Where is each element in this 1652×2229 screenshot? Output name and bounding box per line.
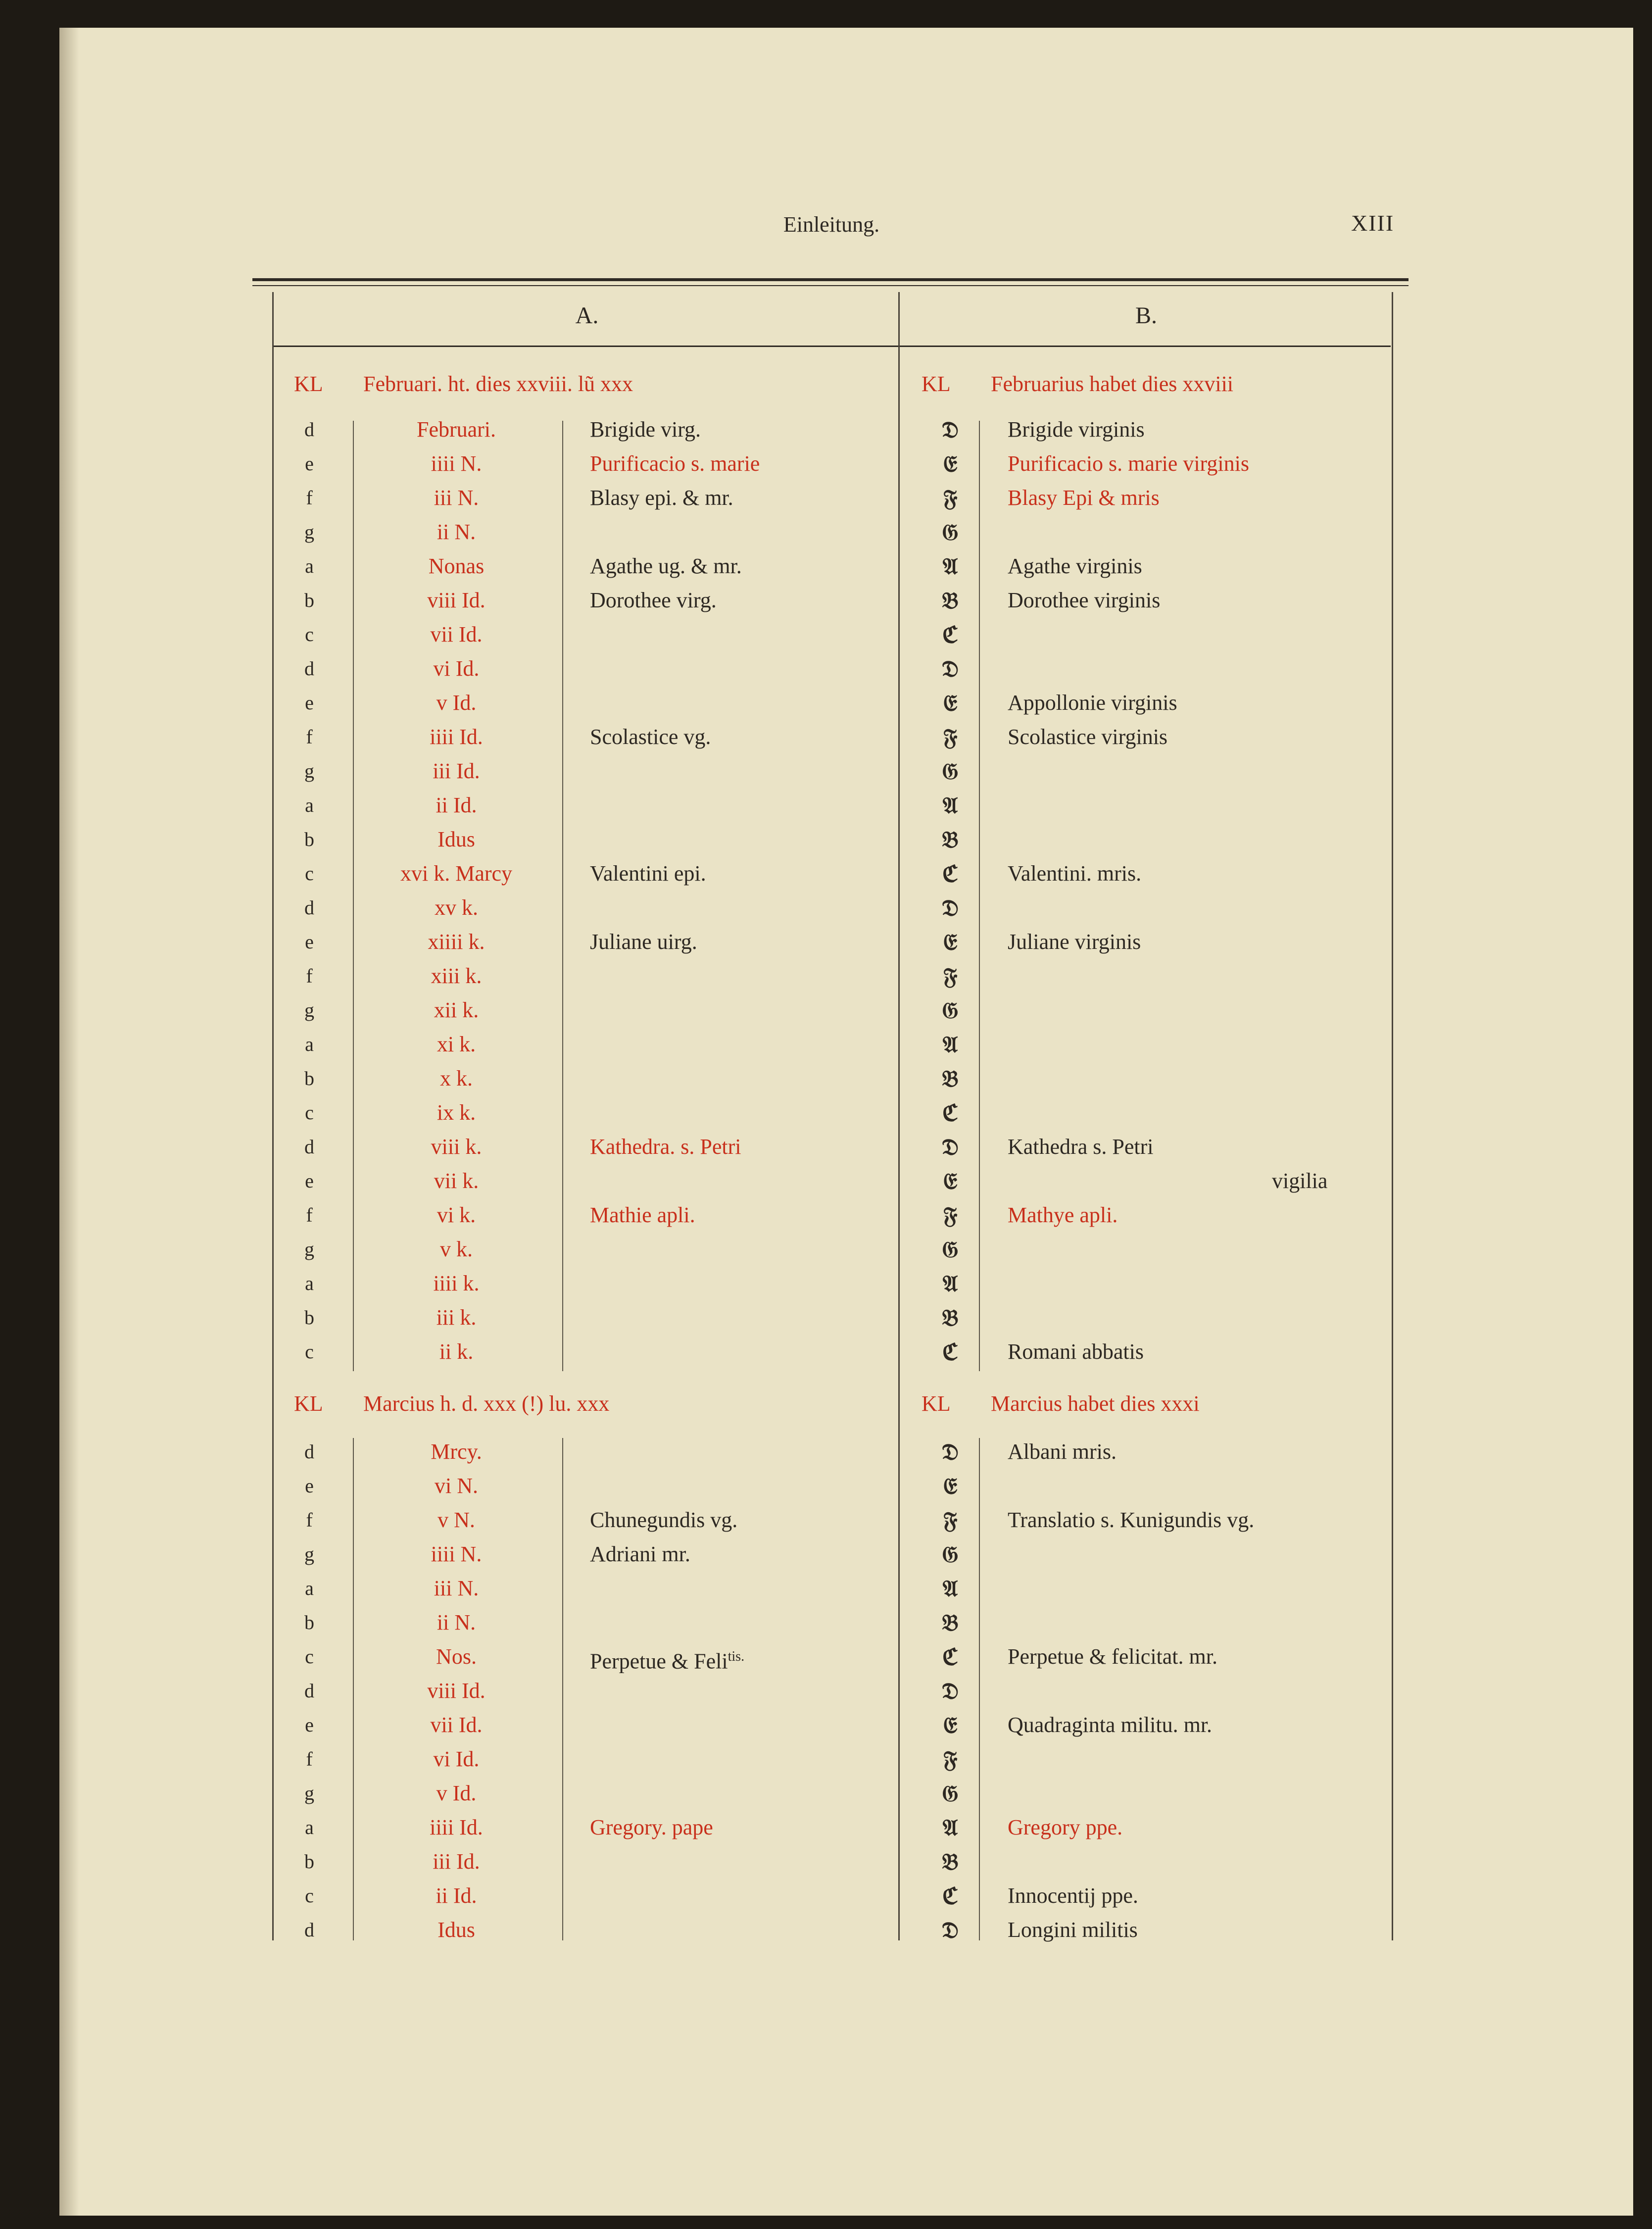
roman-date: xiiii k.	[428, 930, 485, 954]
dominical-letter: f	[306, 965, 313, 987]
mar-a-entries-rule	[562, 1438, 563, 1940]
roman-date: iiii Id.	[430, 1815, 483, 1839]
dominical-letter: c	[305, 1101, 314, 1124]
center-divider-rule	[898, 292, 900, 1940]
feast-a: Gregory. pape	[590, 1815, 713, 1839]
dominical-letter-blackletter: ℭ	[942, 1643, 959, 1670]
feast-b: Juliane virginis	[1008, 930, 1141, 954]
dominical-letter: b	[304, 828, 314, 850]
dominical-letter: a	[305, 1033, 314, 1055]
dominical-letter-blackletter: 𝔈	[943, 1473, 958, 1499]
dominical-letter-blackletter: ℭ	[942, 1882, 959, 1909]
left-frame-rule	[272, 292, 274, 1940]
feast-b: Quadraginta militu. mr.	[1008, 1713, 1213, 1737]
dominical-letter: e	[305, 1714, 314, 1736]
dominical-letter-blackletter: 𝔉	[943, 485, 958, 511]
dominical-letter-blackletter: 𝔄	[942, 792, 958, 819]
dominical-letter: c	[305, 1645, 314, 1668]
roman-date: xv k.	[435, 895, 478, 920]
roman-date: iiii N.	[431, 1542, 482, 1566]
feast-a: Mathie apli.	[590, 1203, 695, 1227]
dominical-letter: c	[305, 623, 314, 645]
roman-date: viii k.	[431, 1135, 482, 1159]
dominical-letter-blackletter: 𝔈	[943, 690, 958, 716]
dominical-letter-blackletter: 𝔅	[942, 587, 959, 614]
dominical-letter: g	[304, 1238, 314, 1260]
roman-date: Februari.	[416, 417, 496, 442]
feast-b: Blasy Epi & mris	[1008, 486, 1160, 510]
feast-a: Agathe ug. & mr.	[590, 554, 742, 578]
feast-b: Brigide virginis	[1008, 417, 1145, 442]
dominical-letter-blackletter: 𝔊	[942, 1780, 959, 1807]
dominical-letter: d	[304, 1440, 314, 1463]
dominical-letter-blackletter: 𝔇	[941, 655, 959, 682]
feast-a: Kathedra. s. Petri	[590, 1135, 741, 1159]
dominical-letter-blackletter: 𝔅	[942, 1609, 959, 1636]
dominical-letter: d	[304, 896, 314, 919]
feast-b: Gregory ppe.	[1008, 1815, 1123, 1839]
dominical-letter-blackletter: 𝔈	[943, 450, 958, 477]
dominical-letter: f	[306, 1748, 313, 1770]
roman-date: Nonas	[428, 554, 485, 578]
roman-date: v k.	[440, 1237, 473, 1261]
roman-date: vii k.	[434, 1169, 479, 1193]
column-heading-b: B.	[1135, 302, 1157, 329]
roman-date: v N.	[437, 1508, 475, 1532]
roman-date: ix k.	[437, 1100, 476, 1125]
right-frame-rule	[1392, 292, 1393, 1940]
dominical-letter-blackletter: ℭ	[942, 1338, 959, 1365]
feast-a-superscript: tis.	[728, 1649, 745, 1664]
dominical-letter-blackletter: 𝔄	[942, 1270, 958, 1297]
dominical-letter: b	[304, 589, 314, 611]
march-b-kl: KL	[922, 1391, 951, 1416]
dominical-letter: d	[304, 418, 314, 441]
roman-date: Nos.	[436, 1644, 477, 1669]
feast-b: Translatio s. Kunigundis vg.	[1008, 1508, 1255, 1532]
dominical-letter-blackletter: 𝔇	[941, 1917, 959, 1943]
roman-date: ii N.	[437, 520, 476, 544]
roman-date: x k.	[440, 1066, 473, 1090]
dominical-letter: g	[304, 1543, 314, 1565]
feast-b-note: vigilia	[1272, 1169, 1328, 1193]
feast-a: Scolastice vg.	[590, 725, 711, 749]
dominical-letter-blackletter: 𝔊	[942, 758, 959, 785]
feast-b: Perpetue & felicitat. mr.	[1008, 1644, 1217, 1669]
feast-b: Longini militis	[1008, 1918, 1138, 1942]
roman-date: viii Id.	[427, 1679, 486, 1703]
feast-a: Juliane uirg.	[590, 930, 697, 954]
dominical-letter-blackletter: 𝔇	[941, 1134, 959, 1160]
dominical-letter: c	[305, 1884, 314, 1907]
feast-a: Brigide virg.	[590, 417, 701, 442]
roman-date: iiii k.	[433, 1271, 480, 1295]
dominical-letter: c	[305, 862, 314, 885]
dominical-letter: b	[304, 1611, 314, 1634]
february-b-heading: Februarius habet dies xxviii	[991, 372, 1234, 396]
feast-b: Innocentij ppe.	[1008, 1883, 1138, 1908]
dominical-letter: e	[305, 1170, 314, 1192]
dominical-letter-blackletter: 𝔄	[942, 1031, 958, 1058]
dominical-letter-blackletter: ℭ	[942, 860, 959, 887]
february-a-kl: KL	[294, 372, 323, 396]
feast-a: Adriani mr.	[590, 1542, 690, 1566]
dominical-letter-blackletter: 𝔊	[942, 519, 959, 545]
roman-date: xi k.	[437, 1032, 476, 1056]
page-gutter-shadow	[59, 28, 79, 2216]
dominical-letter: g	[304, 999, 314, 1021]
march-a-kl: KL	[294, 1391, 323, 1416]
feast-b: Albani mris.	[1008, 1439, 1117, 1464]
feast-a: Dorothee virg.	[590, 588, 717, 612]
feast-a: Purificacio s. marie	[590, 451, 760, 476]
roman-date: iii N.	[434, 486, 479, 510]
column-heading-a: A.	[575, 302, 599, 329]
march-a-heading: Marcius h. d. xxx (!) lu. xxx	[363, 1391, 610, 1416]
feast-a: Valentini epi.	[590, 861, 706, 886]
feast-a: Chunegundis vg.	[590, 1508, 738, 1532]
february-a-heading: Februari. ht. dies xxviii. lũ xxx	[363, 372, 633, 396]
dominical-letter-blackletter: 𝔉	[943, 963, 958, 990]
dominical-letter: a	[305, 555, 314, 577]
feast-b: Kathedra s. Petri	[1008, 1135, 1154, 1159]
dominical-letter: b	[304, 1067, 314, 1090]
dominical-letter: d	[304, 657, 314, 680]
roman-date: iii Id.	[433, 1849, 480, 1874]
roman-date: vii Id.	[430, 622, 483, 646]
dominical-letter-blackletter: ℭ	[942, 621, 959, 648]
roman-date: xvi k. Marcy	[400, 861, 513, 886]
roman-date: iiii N.	[431, 451, 482, 476]
dominical-letter: f	[306, 487, 313, 509]
dominical-letter: g	[304, 1782, 314, 1804]
roman-date: ii N.	[437, 1610, 476, 1635]
dominical-letter: f	[306, 726, 313, 748]
roman-date: v Id.	[436, 691, 477, 715]
dominical-letter: d	[304, 1136, 314, 1158]
dominical-letter: e	[305, 931, 314, 953]
dominical-letter-blackletter: 𝔅	[942, 1848, 959, 1875]
dominical-letter-blackletter: 𝔊	[942, 997, 959, 1024]
dominical-letter: c	[305, 1340, 314, 1363]
roman-date: vi Id.	[433, 1747, 480, 1771]
mar-b-letter-rule	[979, 1438, 980, 1940]
roman-date: iii k.	[436, 1305, 477, 1330]
march-b-heading: Marcius habet dies xxxi	[991, 1391, 1200, 1416]
roman-date: iii N.	[434, 1576, 479, 1600]
feast-b: Agathe virginis	[1008, 554, 1142, 578]
feast-b: Romani abbatis	[1008, 1339, 1144, 1364]
dominical-letter: f	[306, 1509, 313, 1531]
roman-date: iii Id.	[433, 759, 480, 783]
dominical-letter-blackletter: 𝔈	[943, 1712, 958, 1738]
dominical-letter: a	[305, 1816, 314, 1838]
roman-date: ii k.	[439, 1339, 474, 1364]
dominical-letter: e	[305, 1475, 314, 1497]
feast-b: Mathye apli.	[1008, 1203, 1118, 1227]
roman-date: v Id.	[436, 1781, 477, 1805]
roman-date: ii Id.	[436, 793, 477, 817]
roman-date: ii Id.	[436, 1883, 477, 1908]
dominical-letter-blackletter: 𝔉	[943, 1746, 958, 1773]
dominical-letter: e	[305, 692, 314, 714]
dominical-letter-blackletter: 𝔇	[941, 1678, 959, 1704]
roman-date: vi k.	[437, 1203, 476, 1227]
dominical-letter-blackletter: 𝔈	[943, 1168, 958, 1194]
column-b-heading-rule	[900, 346, 1391, 347]
dominical-letter: f	[306, 1204, 313, 1226]
feast-b: Dorothee virginis	[1008, 588, 1161, 612]
dominical-letter-blackletter: 𝔅	[942, 1065, 959, 1092]
feb-b-letter-rule	[979, 421, 980, 1371]
feast-b: Valentini. mris.	[1008, 861, 1142, 886]
dominical-letter-blackletter: 𝔉	[943, 1507, 958, 1534]
page-number: XIII	[1351, 210, 1395, 236]
dominical-letter-blackletter: 𝔈	[943, 929, 958, 955]
dominical-letter: e	[305, 452, 314, 475]
roman-date: viii Id.	[427, 588, 486, 612]
feast-b: Scolastice virginis	[1008, 725, 1168, 749]
feb-date-column-rule	[353, 421, 354, 1371]
book-page	[59, 28, 1633, 2216]
feast-a: Perpetue & Feli$^{tis.}$	[590, 1649, 745, 1674]
dominical-letter-blackletter: 𝔅	[942, 1304, 959, 1331]
dominical-letter-blackletter: 𝔄	[942, 1575, 958, 1602]
roman-date: Mrcy.	[431, 1439, 482, 1464]
dominical-letter: d	[304, 1919, 314, 1941]
dominical-letter-blackletter: 𝔇	[941, 894, 959, 921]
dominical-letter: g	[304, 760, 314, 782]
roman-date: iiii Id.	[430, 725, 483, 749]
roman-date: vii Id.	[430, 1713, 483, 1737]
roman-date: vi N.	[435, 1474, 478, 1498]
dominical-letter: g	[304, 521, 314, 543]
dominical-letter: a	[305, 1577, 314, 1599]
roman-date: xii k.	[434, 998, 479, 1022]
dominical-letter-blackletter: 𝔇	[941, 1438, 959, 1465]
roman-date: Idus	[437, 1918, 475, 1942]
roman-date: Idus	[437, 827, 475, 851]
dominical-letter-blackletter: 𝔉	[943, 1202, 958, 1229]
running-header-title: Einleitung.	[783, 212, 880, 237]
top-rule-thick	[252, 278, 1409, 281]
dominical-letter-blackletter: 𝔊	[942, 1236, 959, 1263]
dominical-letter-blackletter: 𝔇	[941, 416, 959, 443]
feast-b: Purificacio s. marie virginis	[1008, 451, 1249, 476]
top-rule-thin	[252, 285, 1409, 286]
column-a-heading-rule	[273, 346, 900, 347]
mar-date-column-rule	[353, 1438, 354, 1940]
feast-b: Appollonie virginis	[1008, 691, 1177, 715]
dominical-letter: a	[305, 794, 314, 816]
dominical-letter-blackletter: 𝔅	[942, 826, 959, 853]
dominical-letter: b	[304, 1306, 314, 1329]
dominical-letter: a	[305, 1272, 314, 1294]
dominical-letter-blackletter: 𝔉	[943, 724, 958, 750]
dominical-letter-blackletter: ℭ	[942, 1099, 959, 1126]
dominical-letter-blackletter: 𝔄	[942, 553, 958, 580]
february-b-kl: KL	[922, 372, 951, 396]
dominical-letter: d	[304, 1680, 314, 1702]
roman-date: vi Id.	[433, 656, 480, 681]
roman-date: xiii k.	[431, 964, 482, 988]
feast-a: Blasy epi. & mr.	[590, 486, 733, 510]
dominical-letter-blackletter: 𝔊	[942, 1541, 959, 1568]
feb-a-entries-rule	[562, 421, 563, 1371]
dominical-letter-blackletter: 𝔄	[942, 1814, 958, 1841]
dominical-letter: b	[304, 1850, 314, 1873]
